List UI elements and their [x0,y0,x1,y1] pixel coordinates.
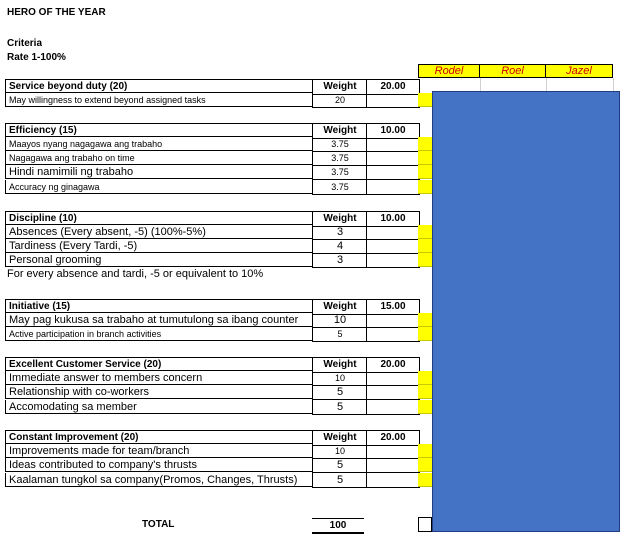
discipline-note: For every absence and tardi, -5 or equivalent to 10% [7,268,264,280]
criterion-weight[interactable]: 5 [312,327,367,342]
criterion-weight[interactable]: 10 [312,444,367,459]
score-cell-marker[interactable] [418,313,432,327]
criterion-label: Immediate answer to members concern [5,371,312,385]
total-score-cell[interactable] [418,517,432,532]
criterion-label: Personal grooming [5,253,312,267]
criterion-label: Relationship with co-workers [5,385,312,399]
score-cell-marker[interactable] [418,400,432,414]
section-title: Constant Improvement (20) [5,430,312,444]
criterion-total[interactable] [366,225,420,240]
score-cell-marker[interactable] [418,327,432,341]
section-title: Efficiency (15) [5,123,312,137]
criterion-label: Hindi namimili ng trabaho [5,165,312,179]
section-title: Initiative (15) [5,299,312,313]
criterion-weight[interactable]: 20 [312,93,367,108]
criterion-weight[interactable]: 3.75 [312,137,367,152]
score-cell-marker[interactable] [418,473,432,487]
criterion-total[interactable] [366,151,420,166]
criterion-weight[interactable]: 3.75 [312,165,367,180]
sheet-title: HERO OF THE YEAR [7,7,106,18]
section-total: 20.00 [366,79,420,95]
criterion-label: Improvements made for team/branch [5,444,312,458]
criterion-total[interactable] [366,180,420,195]
criterion-label: Absences (Every absent, -5) (100%-5%) [5,225,312,239]
total-value[interactable]: 100 [312,518,364,534]
weight-header: Weight [312,123,367,139]
weight-header: Weight [312,79,367,95]
criterion-label: Kaalaman tungkol sa company(Promos, Changes, Thrusts) [5,473,312,487]
criterion-total[interactable] [366,444,420,459]
score-cell-marker[interactable] [418,253,432,267]
score-cell-marker[interactable] [418,165,432,179]
section-total: 10.00 [366,123,420,139]
criterion-label: May pag kukusa sa trabaho at tumutulong sa ibang counter [5,313,312,327]
criterion-total[interactable] [366,165,420,180]
score-cell-marker[interactable] [418,458,432,472]
candidate-header-jazel[interactable]: Jazel [545,64,613,78]
section-title: Excellent Customer Service (20) [5,357,312,371]
section-title: Service beyond duty (20) [5,79,312,93]
criterion-weight[interactable]: 3 [312,253,367,268]
score-cell-marker[interactable] [418,151,432,165]
criterion-total[interactable] [366,93,420,108]
criterion-total[interactable] [366,458,420,473]
candidate-header-rodel[interactable]: Rodel [418,64,480,78]
criterion-label: Tardiness (Every Tardi, -5) [5,239,312,253]
weight-header: Weight [312,430,367,446]
total-label: TOTAL [142,519,175,530]
criterion-total[interactable] [366,473,420,488]
criterion-label: Maayos nyang nagagawa ang trabaho [5,137,312,151]
criterion-label: May willingness to extend beyond assigned tasks [5,93,312,107]
criterion-weight[interactable]: 5 [312,400,367,415]
score-cell-marker[interactable] [418,93,432,107]
section-total: 20.00 [366,430,420,446]
weight-header: Weight [312,299,367,315]
section-total: 20.00 [366,357,420,373]
criterion-total[interactable] [366,400,420,415]
criterion-label: Accomodating sa member [5,400,312,414]
criterion-total[interactable] [366,385,420,400]
criterion-weight[interactable]: 5 [312,458,367,473]
score-cell-marker[interactable] [418,444,432,458]
score-cell-marker[interactable] [418,239,432,253]
score-cell-marker[interactable] [418,137,432,151]
criterion-weight[interactable]: 5 [312,385,367,400]
score-cell-marker[interactable] [418,371,432,385]
criterion-weight[interactable]: 4 [312,239,367,254]
criterion-total[interactable] [366,253,420,268]
criterion-weight[interactable]: 3.75 [312,151,367,166]
criterion-weight[interactable]: 5 [312,473,367,488]
criterion-weight[interactable]: 10 [312,313,367,328]
weight-header: Weight [312,211,367,227]
criteria-label: Criteria [7,38,43,49]
criterion-total[interactable] [366,313,420,328]
criterion-label: Ideas contributed to company's thrusts [5,458,312,472]
rate-label: Rate 1-100% [7,52,66,63]
score-cell-marker[interactable] [418,180,432,194]
criterion-total[interactable] [366,327,420,342]
criterion-total[interactable] [366,371,420,386]
criterion-weight[interactable]: 3.75 [312,180,367,195]
criterion-total[interactable] [366,137,420,152]
section-total: 10.00 [366,211,420,227]
criterion-label: Active participation in branch activities [5,327,312,341]
candidate-header-roel[interactable]: Roel [479,64,546,78]
score-cell-marker[interactable] [418,225,432,239]
criterion-weight[interactable]: 3 [312,225,367,240]
score-cell-marker[interactable] [418,385,432,399]
section-title: Discipline (10) [5,211,312,225]
section-total: 15.00 [366,299,420,315]
criterion-label: Accuracy ng ginagawa [5,180,312,194]
criterion-total[interactable] [366,239,420,254]
candidate-score-panel[interactable] [432,91,620,532]
weight-header: Weight [312,357,367,373]
criterion-label: Nagagawa ang trabaho on time [5,151,312,165]
criterion-weight[interactable]: 10 [312,371,367,386]
